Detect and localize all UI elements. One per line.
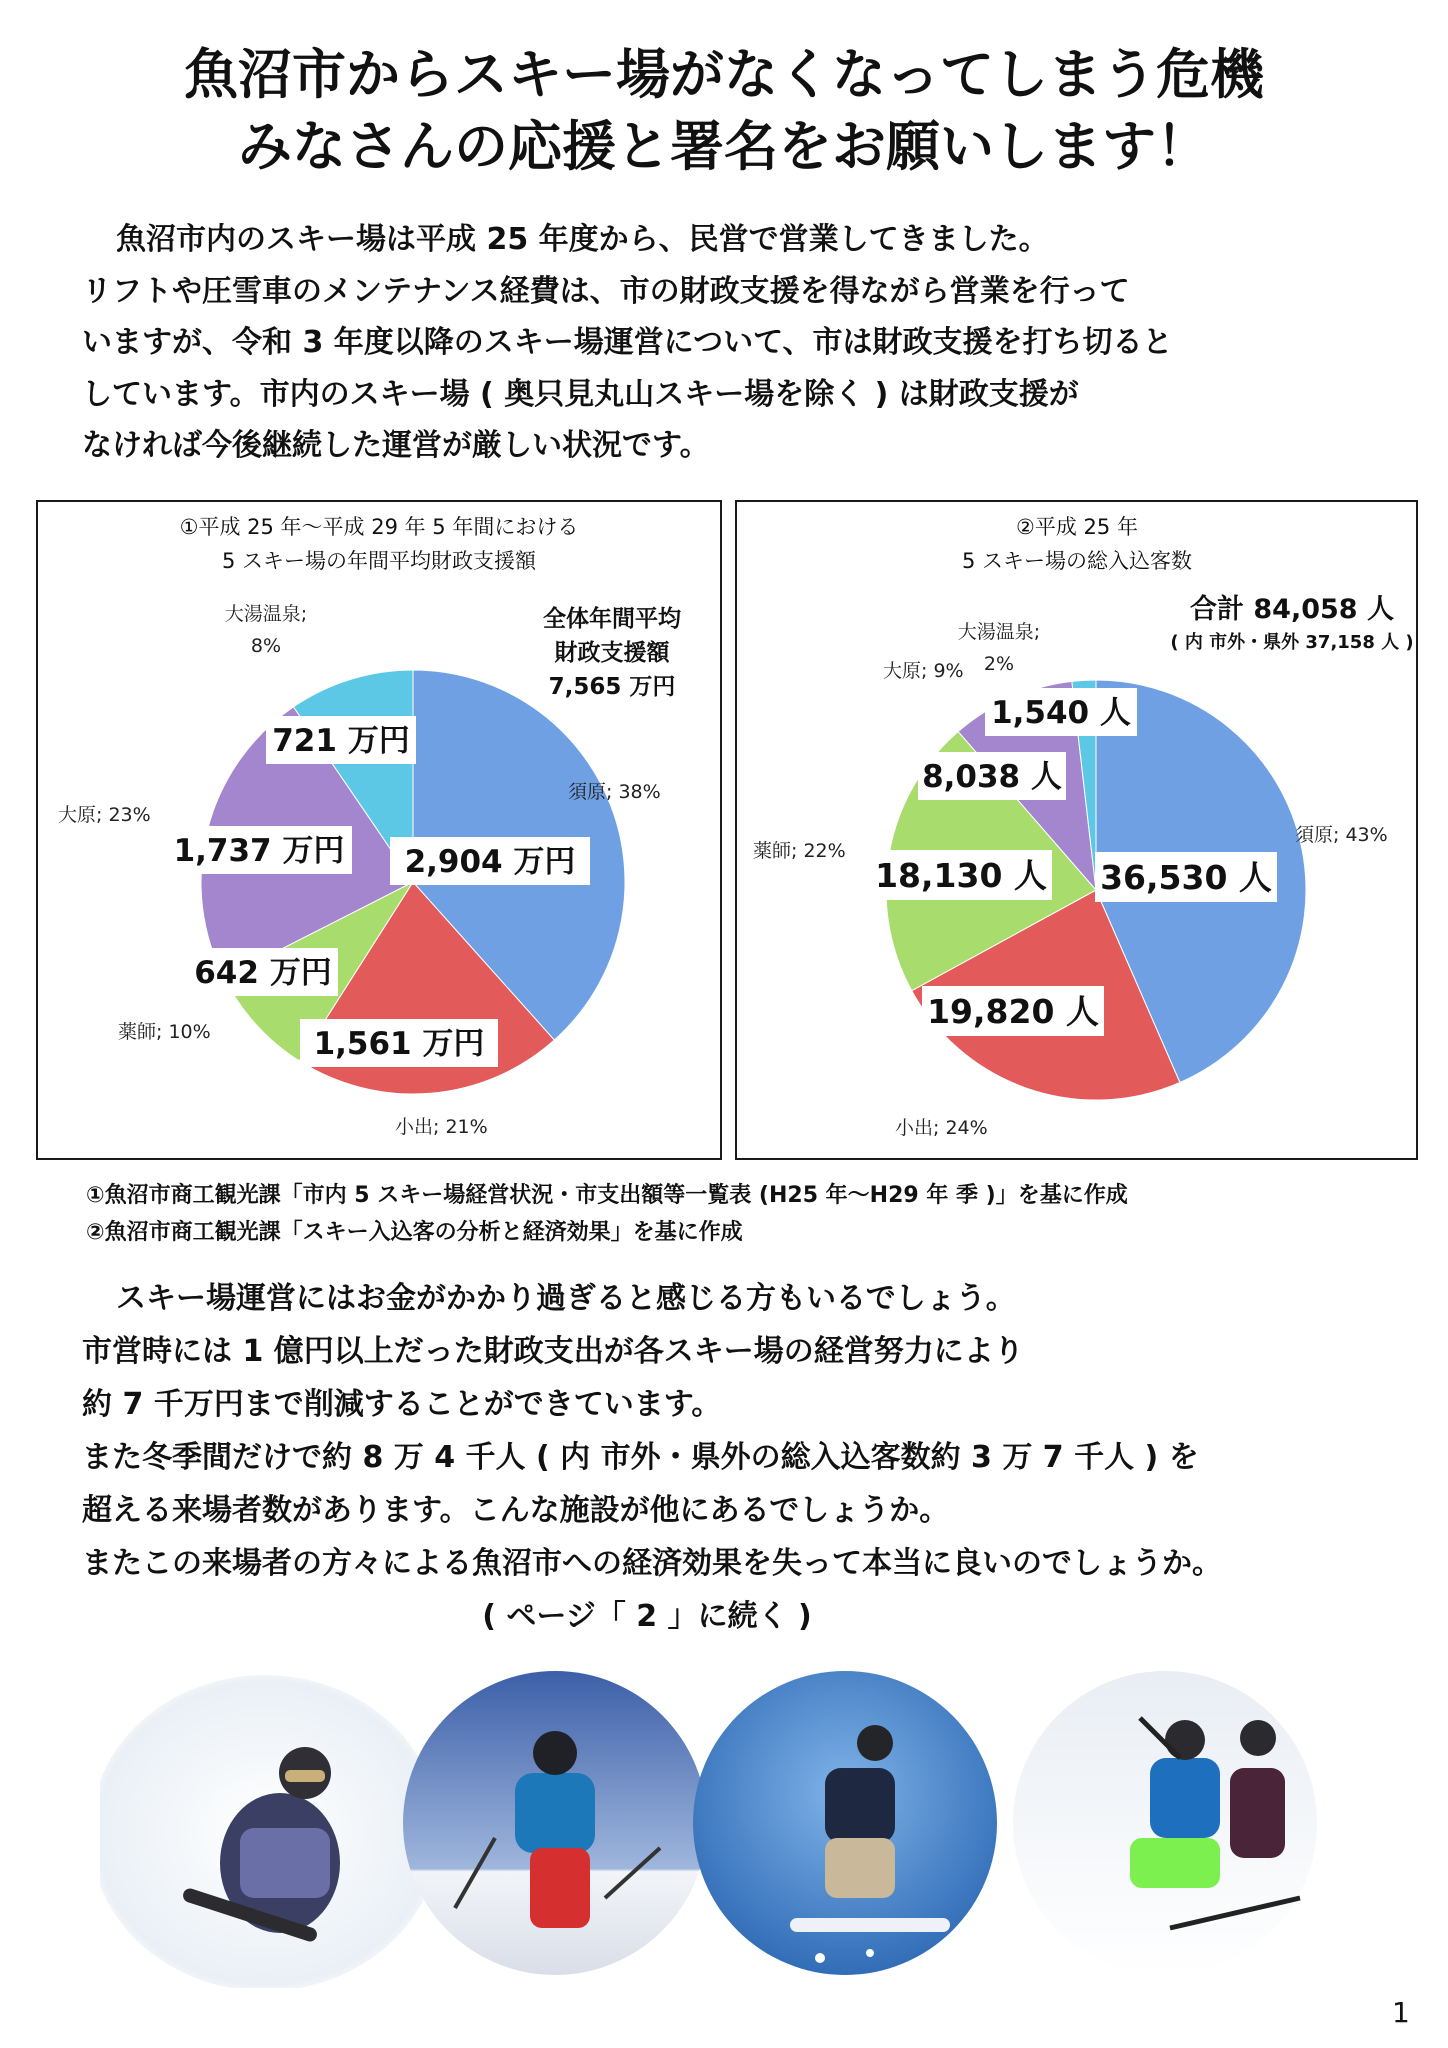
source-line-2: ②魚沼市商工観光課「スキー入込客の分析と経済効果」を基に作成 <box>86 1220 743 1245</box>
chart-financial-support <box>36 500 722 1160</box>
chart-annotation: 財政支援額 <box>554 640 670 666</box>
intro-line: リフトや圧雪車のメンテナンス経費は、市の財政支援を得ながら営業を行って <box>82 273 1130 309</box>
slice-value-label: 2,904 万円 <box>404 844 576 881</box>
continue-note: ( ページ「 2 」に続く ) <box>482 1599 812 1634</box>
skier-instructor-photo <box>403 1671 707 1975</box>
body-line: またこの来場者の方々による魚沼市への経済効果を失って本当に良いのでしょうか。 <box>82 1546 1222 1581</box>
chart-annotation: 合計 84,058 人 <box>1190 594 1394 625</box>
slice-value-label: 36,530 人 <box>1100 857 1272 897</box>
body-paragraph <box>82 1272 1382 1643</box>
chart-annotation: ( 内 市外・県外 37,158 人 ) <box>1170 632 1414 653</box>
body-line: 約 7 千万円まで削減することができています。 <box>82 1387 722 1422</box>
snowboard-jump-photo <box>693 1671 997 1975</box>
chart-title: ①平成 25 年〜平成 29 年 5 年間における <box>179 515 579 539</box>
slice-outer-label: 小出; 24% <box>895 1117 988 1139</box>
snowboard-child-photo <box>100 1675 440 1988</box>
slice-outer-label: 大湯温泉; <box>957 621 1041 643</box>
slice-value-label: 8,038 人 <box>922 759 1062 796</box>
slice-outer-label: 須原; 38% <box>568 781 661 803</box>
photo-strip-svg <box>100 1658 1350 1988</box>
chart-visitor-count <box>735 500 1418 1160</box>
slice-outer-label: 薬師; 22% <box>753 840 846 862</box>
slice-outer-label: 小出; 21% <box>395 1116 488 1138</box>
intro-line: なければ今後継続した運営が厳しい状況です。 <box>82 428 710 463</box>
pie-chart-svg-1 <box>38 502 720 1158</box>
chart-sources <box>86 1177 1128 1251</box>
intro-paragraph <box>82 214 1382 472</box>
slice-outer-label: 8% <box>250 635 282 657</box>
body-line: また冬季間だけで約 8 万 4 千人 ( 内 市外・県外の総入込客数約 3 万 7 千人 ) を <box>82 1440 1199 1475</box>
intro-line: しています。市内のスキー場 ( 奥只見丸山スキー場を除く ) は財政支援が <box>82 376 1079 412</box>
slice-outer-label: 大湯温泉; <box>224 603 308 625</box>
pie-chart-svg-2 <box>737 502 1416 1158</box>
slice-value-label: 19,820 人 <box>927 991 1099 1031</box>
slice-outer-label: 2% <box>983 653 1015 675</box>
source-line-1: ①魚沼市商工観光課「市内 5 スキー場経営状況・市支出額等一覧表 (H25 年〜H29 年 季 )」を基に作成 <box>86 1183 1128 1208</box>
photo-strip <box>100 1658 1350 1988</box>
slice-value-label: 721 万円 <box>272 723 410 760</box>
slice-outer-label: 薬師; 10% <box>118 1021 211 1043</box>
slice-value-label: 1,737 万円 <box>173 833 345 870</box>
slice-outer-label: 須原; 43% <box>1295 824 1388 846</box>
slice-value-label: 642 万円 <box>194 955 332 992</box>
slice-value-label: 18,130 人 <box>875 855 1047 895</box>
intro-line: いますが、令和 3 年度以降のスキー場運営について、市は財政支援を打ち切ると <box>82 325 1173 360</box>
page-title-line-2: みなさんの応援と署名をお願いします！ <box>238 115 1210 178</box>
sit-ski-photo <box>1013 1671 1317 1975</box>
chart-subtitle: 5 スキー場の総入込客数 <box>961 549 1193 573</box>
body-line: 市営時には 1 億円以上だった財政支出が各スキー場の経営努力により <box>82 1334 1024 1369</box>
chart-title: ②平成 25 年 <box>1016 515 1138 539</box>
page-title-line-1: 魚沼市からスキー場がなくなってしまう危機 <box>184 43 1264 106</box>
chart-annotation: 全体年間平均 <box>543 606 681 632</box>
intro-line: 魚沼市内のスキー場は平成 25 年度から、民営で営業してきました。 <box>116 222 1049 257</box>
slice-outer-label: 大原; 9% <box>883 660 964 682</box>
slice-value-label: 1,561 万円 <box>313 1026 485 1063</box>
body-line: スキー場運営にはお金がかかり過ぎると感じる方もいるでしょう。 <box>116 1281 1016 1316</box>
body-line: 超える来場者数があります。こんな施設が他にあるでしょうか。 <box>82 1493 950 1528</box>
chart-subtitle: 5 スキー場の年間平均財政支援額 <box>221 549 537 573</box>
slice-value-label: 1,540 人 <box>991 695 1131 732</box>
slice-outer-label: 大原; 23% <box>58 804 151 826</box>
chart-annotation: 7,565 万円 <box>548 674 676 700</box>
page-number: 1 <box>1392 1996 1410 2029</box>
